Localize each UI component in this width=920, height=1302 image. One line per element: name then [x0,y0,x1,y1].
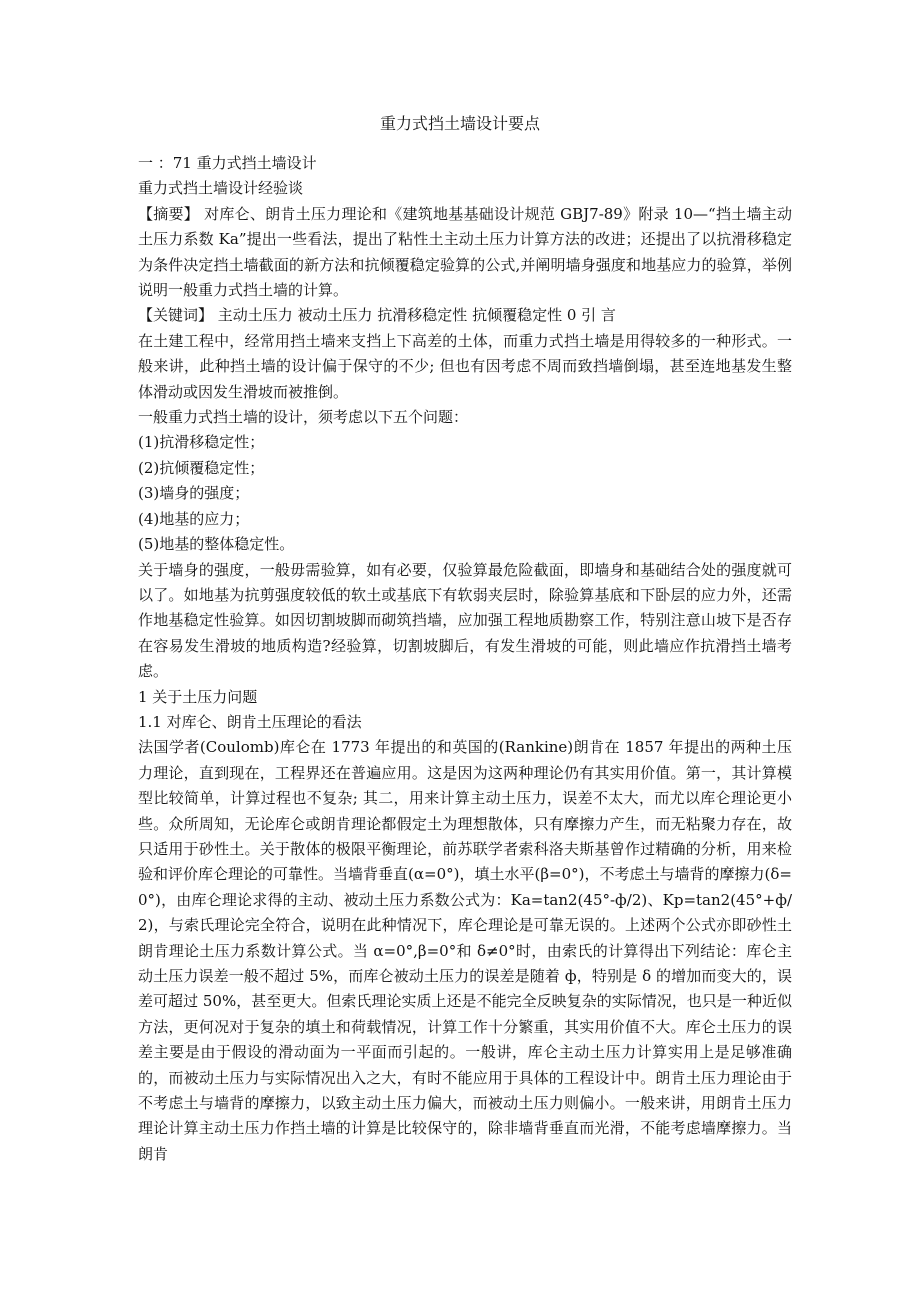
keywords-line: 【关键词】 主动土压力 被动土压力 抗滑移稳定性 抗倾覆稳定性 0 引 言 [138,306,616,325]
document-title: 重力式挡土墙设计要点 [379,114,540,133]
section-heading: 一 ：71 重力式挡土墙设计 [138,154,317,172]
document-body [138,151,792,1167]
wall-strength-paragraph: 关于墙身的强度，一般毋需验算，如有必要，仅验算最危险截面，即墙身和基础结合处的强度就可以了。如地基为抗剪强度较低的软土或基底下有软弱夹层时，除验算基底和下卧层的应力外，还需作地基稳定性验算。如因切割坡脚而砌筑挡墙，应加强工程地质勘察工作，特别注意山坡下是否存在容易发生滑坡的地质构造?经验算，切割坡脚后，有发生滑坡的可能，则此墙应作抗滑挡土墙考虑。 [138,560,792,681]
list-item: (4)地基的应力； [138,509,250,528]
list-item: (5)地基的整体稳定性。 [138,535,295,554]
list-item: (2)抗倾覆稳定性； [138,458,265,477]
abstract-paragraph: 【摘要】 对库仑、朗肯土压力理论和《建筑地基基础设计规范 GBJ7-89》附录 10—“挡土墙主动土压力系数 Ka”提出一些看法，提出了粘性土主动土压力计算方法的改进；还提出了以抗滑移稳定为条件决定挡土墙截面的新方法和抗倾覆稳定验算的公式,并阐明墙身强度和地基应力的验算，举例说明一般重力式挡土墙的计算。 [138,204,792,300]
section-1-heading: 1 关于土压力问题 [138,687,258,706]
intro-paragraph: 在土建工程中，经常用挡土墙来支挡上下高差的土体，而重力式挡土墙是用得较多的一种形式。一般来讲，此种挡土墙的设计偏于保守的不少; 但也有因考虑不周而致挡墙倒塌，甚至连地基发生整体滑动或因发生滑坡而被推倒。 [138,331,792,401]
list-item: (1)抗滑移稳定性； [138,433,265,452]
section-1-1-heading: 1.1 对库仑、朗肯土压理论的看法 [138,712,362,731]
article-title: 重力式挡土墙设计经验谈 [138,179,304,198]
design-issues-intro: 一般重力式挡土墙的设计，须考虑以下五个问题： [138,408,469,427]
list-item: (3)墙身的强度； [138,484,250,503]
earth-pressure-paragraph: 法国学者(Coulomb)库仑在 1773 年提出的和英国的(Rankine)朗肯在 1857 年提出的两种土压力理论，直到现在，工程界还在普遍应用。这是因为这两种理论仍有其实用价值。第一，其计算模型比较简单，计算过程也不复杂; 其二，用来计算主动土压力，误差不太大，而尤以库仑理论更小些。众所周知，无论库仑或朗肯理论都假定土为理想散体，只有摩擦力产生，而无粘聚力存在，故只适用于砂性土。关于散体的极限平衡理论，前苏联学者索科洛夫斯基曾作过精确的分析，用来检验和评价库仑理论的可靠性。当墙背垂直(α=0°)，填土水平(β=0°)，不考虑土与墙背的摩擦力(δ=0°)，由库仑理论求得的主动、被动土压力系数公式为：Ka=tan2(45°-ф/2)、Kp=tan2(45°+ф/2)，与索氏理论完全符合，说明在此种情况下，库仑理论是可靠无误的。上述两个公式亦即砂性土朗肯理论土压力系数计算公式。当 α=0°,β=0°和 δ≠0°时，由索氏的计算得出下列结论：库仑主动土压力误差一般不超过 5%，而库仑被动土压力的误差是随着 ф，特别是 δ 的增加而变大的，误差可超过 50%，甚至更大。但索氏理论实质上还是不能完全反映复杂的实际情况，也只是一种近似方法，更何况对于复杂的填土和荷载情况，计算工作十分繁重，其实用价值不大。库仑土压力的误差主要是由于假设的滑动面为一平面而引起的。一般讲，库仑主动土压力计算实用上是足够准确的，而被动土压力与实际情况出入之大，有时不能应用于具体的工程设计中。朗肯土压力理论由于不考虑土与墙背的摩擦力，以致主动土压力偏大，而被动土压力则偏小。一般来讲，用朗肯土压力理论计算主动土压力作挡土墙的计算是比较保守的，除非墙背垂直而光滑，不能考虑墙摩擦力。当朗肯 [138,738,792,1163]
